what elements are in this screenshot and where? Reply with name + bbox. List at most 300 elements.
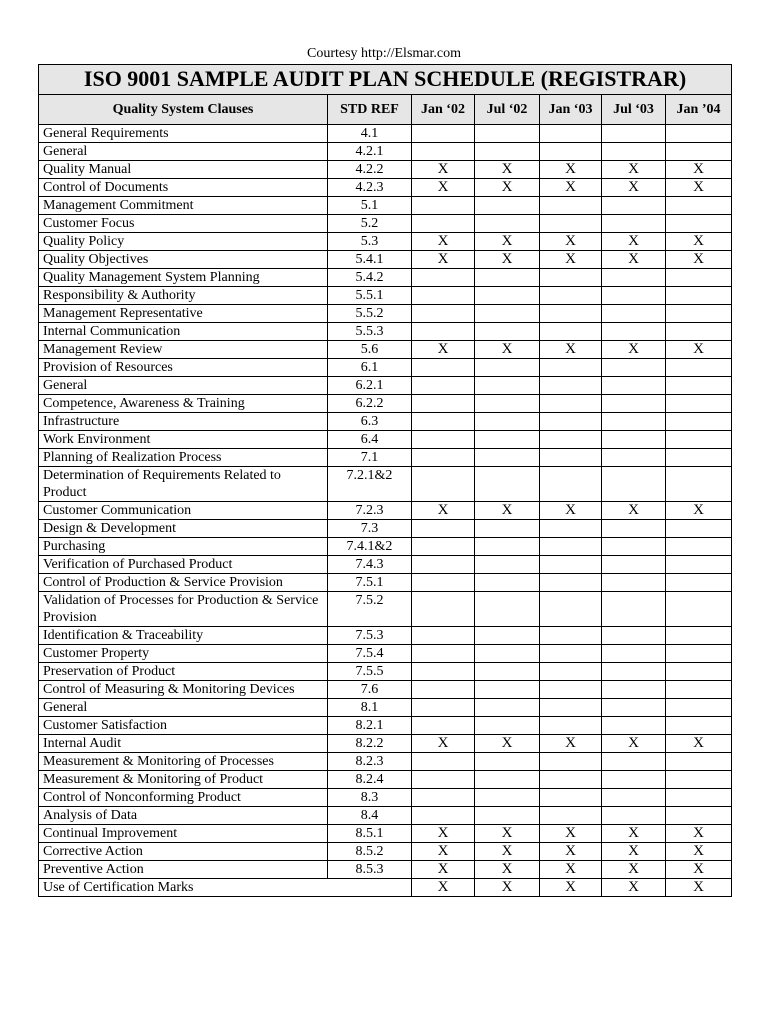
empty-schedule-cell bbox=[540, 215, 602, 233]
audit-mark-cell: X bbox=[540, 879, 602, 897]
clause-cell: Management Commitment bbox=[39, 197, 328, 215]
audit-mark-cell: X bbox=[412, 825, 475, 843]
std-ref-cell: 7.2.1&2 bbox=[328, 467, 412, 502]
empty-schedule-cell bbox=[412, 143, 475, 161]
table-row bbox=[39, 645, 732, 663]
std-ref-cell: 8.3 bbox=[328, 789, 412, 807]
table-row bbox=[39, 143, 732, 161]
empty-schedule-cell bbox=[666, 377, 732, 395]
table-row bbox=[39, 467, 732, 502]
audit-mark-cell: X bbox=[412, 161, 475, 179]
clause-cell: Continual Improvement bbox=[39, 825, 328, 843]
table-row bbox=[39, 825, 732, 843]
empty-schedule-cell bbox=[666, 143, 732, 161]
empty-schedule-cell bbox=[666, 125, 732, 143]
column-header-clauses: Quality System Clauses bbox=[39, 95, 328, 125]
empty-schedule-cell bbox=[602, 287, 666, 305]
audit-mark-cell: X bbox=[412, 879, 475, 897]
std-ref-cell: 6.4 bbox=[328, 431, 412, 449]
std-ref-cell: 5.5.3 bbox=[328, 323, 412, 341]
empty-schedule-cell bbox=[602, 574, 666, 592]
clause-cell: Measurement & Monitoring of Processes bbox=[39, 753, 328, 771]
empty-schedule-cell bbox=[412, 520, 475, 538]
audit-mark-cell: X bbox=[540, 251, 602, 269]
table-row bbox=[39, 843, 732, 861]
empty-schedule-cell bbox=[602, 627, 666, 645]
empty-schedule-cell bbox=[540, 269, 602, 287]
clause-cell: Quality Manual bbox=[39, 161, 328, 179]
empty-schedule-cell bbox=[602, 645, 666, 663]
empty-schedule-cell bbox=[666, 807, 732, 825]
std-ref-cell: 7.5.3 bbox=[328, 627, 412, 645]
table-row bbox=[39, 377, 732, 395]
std-ref-cell: 8.1 bbox=[328, 699, 412, 717]
std-ref-cell: 8.5.1 bbox=[328, 825, 412, 843]
audit-mark-cell: X bbox=[602, 251, 666, 269]
std-ref-cell: 6.2.2 bbox=[328, 395, 412, 413]
std-ref-cell: 4.1 bbox=[328, 125, 412, 143]
table-row bbox=[39, 197, 732, 215]
empty-schedule-cell bbox=[602, 431, 666, 449]
empty-schedule-cell bbox=[412, 699, 475, 717]
empty-schedule-cell bbox=[412, 807, 475, 825]
clause-cell: Corrective Action bbox=[39, 843, 328, 861]
std-ref-cell: 7.3 bbox=[328, 520, 412, 538]
empty-schedule-cell bbox=[602, 467, 666, 502]
empty-schedule-cell bbox=[475, 377, 540, 395]
std-ref-cell: 7.2.3 bbox=[328, 502, 412, 520]
empty-schedule-cell bbox=[540, 395, 602, 413]
clause-cell: Preservation of Product bbox=[39, 663, 328, 681]
std-ref-cell: 7.6 bbox=[328, 681, 412, 699]
empty-schedule-cell bbox=[540, 663, 602, 681]
empty-schedule-cell bbox=[540, 717, 602, 735]
empty-schedule-cell bbox=[412, 627, 475, 645]
empty-schedule-cell bbox=[540, 377, 602, 395]
std-ref-cell: 5.5.2 bbox=[328, 305, 412, 323]
std-ref-cell: 8.2.1 bbox=[328, 717, 412, 735]
empty-schedule-cell bbox=[602, 395, 666, 413]
empty-schedule-cell bbox=[412, 215, 475, 233]
empty-schedule-cell bbox=[540, 287, 602, 305]
empty-schedule-cell bbox=[475, 143, 540, 161]
audit-mark-cell: X bbox=[666, 825, 732, 843]
table-row bbox=[39, 663, 732, 681]
std-ref-cell: 5.1 bbox=[328, 197, 412, 215]
empty-schedule-cell bbox=[602, 556, 666, 574]
empty-schedule-cell bbox=[540, 574, 602, 592]
audit-mark-cell: X bbox=[666, 233, 732, 251]
audit-mark-cell: X bbox=[602, 179, 666, 197]
empty-schedule-cell bbox=[412, 574, 475, 592]
empty-schedule-cell bbox=[475, 215, 540, 233]
empty-schedule-cell bbox=[602, 699, 666, 717]
table-row bbox=[39, 449, 732, 467]
empty-schedule-cell bbox=[475, 807, 540, 825]
empty-schedule-cell bbox=[540, 323, 602, 341]
empty-schedule-cell bbox=[412, 413, 475, 431]
std-ref-cell: 7.4.3 bbox=[328, 556, 412, 574]
empty-schedule-cell bbox=[666, 771, 732, 789]
empty-schedule-cell bbox=[412, 431, 475, 449]
audit-mark-cell: X bbox=[666, 735, 732, 753]
empty-schedule-cell bbox=[602, 125, 666, 143]
audit-mark-cell: X bbox=[412, 735, 475, 753]
audit-mark-cell: X bbox=[540, 502, 602, 520]
audit-mark-cell: X bbox=[412, 341, 475, 359]
empty-schedule-cell bbox=[475, 663, 540, 681]
empty-schedule-cell bbox=[540, 125, 602, 143]
empty-schedule-cell bbox=[475, 125, 540, 143]
empty-schedule-cell bbox=[602, 592, 666, 627]
empty-schedule-cell bbox=[666, 413, 732, 431]
clause-cell: Identification & Traceability bbox=[39, 627, 328, 645]
clause-cell: General Requirements bbox=[39, 125, 328, 143]
table-row bbox=[39, 879, 732, 897]
audit-mark-cell: X bbox=[475, 825, 540, 843]
table-row bbox=[39, 807, 732, 825]
table-row bbox=[39, 125, 732, 143]
empty-schedule-cell bbox=[666, 197, 732, 215]
audit-mark-cell: X bbox=[412, 861, 475, 879]
clause-cell: Determination of Requirements Related to Product bbox=[39, 467, 328, 502]
empty-schedule-cell bbox=[475, 627, 540, 645]
audit-mark-cell: X bbox=[412, 179, 475, 197]
empty-schedule-cell bbox=[540, 449, 602, 467]
column-header-jan-04: Jan ’04 bbox=[666, 95, 732, 125]
table-row bbox=[39, 287, 732, 305]
empty-schedule-cell bbox=[666, 359, 732, 377]
audit-mark-cell: X bbox=[540, 825, 602, 843]
audit-mark-cell: X bbox=[602, 843, 666, 861]
empty-schedule-cell bbox=[475, 449, 540, 467]
std-ref-cell: 7.5.5 bbox=[328, 663, 412, 681]
empty-schedule-cell bbox=[602, 681, 666, 699]
audit-plan-table bbox=[38, 64, 732, 897]
clause-cell: Control of Nonconforming Product bbox=[39, 789, 328, 807]
table-row bbox=[39, 341, 732, 359]
empty-schedule-cell bbox=[666, 592, 732, 627]
empty-schedule-cell bbox=[412, 377, 475, 395]
empty-schedule-cell bbox=[602, 663, 666, 681]
empty-schedule-cell bbox=[602, 269, 666, 287]
table-row bbox=[39, 269, 732, 287]
column-header-std-ref: STD REF bbox=[328, 95, 412, 125]
table-row bbox=[39, 735, 732, 753]
empty-schedule-cell bbox=[412, 305, 475, 323]
std-ref-cell: 8.2.3 bbox=[328, 753, 412, 771]
empty-schedule-cell bbox=[602, 359, 666, 377]
empty-schedule-cell bbox=[475, 574, 540, 592]
table-row bbox=[39, 753, 732, 771]
std-ref-cell: 8.5.3 bbox=[328, 861, 412, 879]
empty-schedule-cell bbox=[666, 467, 732, 502]
empty-schedule-cell bbox=[540, 645, 602, 663]
clause-cell: Customer Focus bbox=[39, 215, 328, 233]
audit-mark-cell: X bbox=[602, 502, 666, 520]
clause-cell: Internal Audit bbox=[39, 735, 328, 753]
empty-schedule-cell bbox=[412, 556, 475, 574]
empty-schedule-cell bbox=[540, 431, 602, 449]
clause-cell: Infrastructure bbox=[39, 413, 328, 431]
audit-mark-cell: X bbox=[602, 233, 666, 251]
std-ref-cell: 4.2.3 bbox=[328, 179, 412, 197]
empty-schedule-cell bbox=[666, 699, 732, 717]
empty-schedule-cell bbox=[602, 753, 666, 771]
empty-schedule-cell bbox=[540, 627, 602, 645]
empty-schedule-cell bbox=[540, 359, 602, 377]
empty-schedule-cell bbox=[475, 467, 540, 502]
empty-schedule-cell bbox=[602, 789, 666, 807]
empty-schedule-cell bbox=[602, 197, 666, 215]
audit-mark-cell: X bbox=[475, 179, 540, 197]
clause-cell: Control of Measuring & Monitoring Devices bbox=[39, 681, 328, 699]
empty-schedule-cell bbox=[475, 538, 540, 556]
empty-schedule-cell bbox=[602, 377, 666, 395]
empty-schedule-cell bbox=[540, 699, 602, 717]
std-ref-cell: 8.5.2 bbox=[328, 843, 412, 861]
empty-schedule-cell bbox=[602, 538, 666, 556]
std-ref-cell: 5.2 bbox=[328, 215, 412, 233]
empty-schedule-cell bbox=[666, 287, 732, 305]
empty-schedule-cell bbox=[540, 143, 602, 161]
empty-schedule-cell bbox=[666, 645, 732, 663]
empty-schedule-cell bbox=[666, 269, 732, 287]
empty-schedule-cell bbox=[540, 467, 602, 502]
audit-mark-cell: X bbox=[666, 861, 732, 879]
empty-schedule-cell bbox=[475, 395, 540, 413]
empty-schedule-cell bbox=[666, 520, 732, 538]
audit-mark-cell: X bbox=[540, 861, 602, 879]
empty-schedule-cell bbox=[412, 681, 475, 699]
clause-cell: General bbox=[39, 377, 328, 395]
audit-mark-cell: X bbox=[540, 735, 602, 753]
std-ref-cell: 4.2.1 bbox=[328, 143, 412, 161]
clause-cell: Analysis of Data bbox=[39, 807, 328, 825]
empty-schedule-cell bbox=[475, 699, 540, 717]
empty-schedule-cell bbox=[475, 681, 540, 699]
table-row bbox=[39, 251, 732, 269]
audit-mark-cell: X bbox=[412, 233, 475, 251]
table-row bbox=[39, 627, 732, 645]
std-ref-cell: 6.3 bbox=[328, 413, 412, 431]
std-ref-cell: 7.1 bbox=[328, 449, 412, 467]
audit-mark-cell: X bbox=[475, 341, 540, 359]
empty-schedule-cell bbox=[540, 753, 602, 771]
empty-schedule-cell bbox=[412, 449, 475, 467]
empty-schedule-cell bbox=[602, 807, 666, 825]
clause-cell: General bbox=[39, 143, 328, 161]
empty-schedule-cell bbox=[666, 215, 732, 233]
empty-schedule-cell bbox=[666, 753, 732, 771]
clause-cell: Customer Property bbox=[39, 645, 328, 663]
empty-schedule-cell bbox=[475, 753, 540, 771]
empty-schedule-cell bbox=[412, 287, 475, 305]
empty-schedule-cell bbox=[412, 467, 475, 502]
audit-mark-cell: X bbox=[540, 161, 602, 179]
audit-mark-cell: X bbox=[475, 879, 540, 897]
clause-cell: Provision of Resources bbox=[39, 359, 328, 377]
empty-schedule-cell bbox=[602, 215, 666, 233]
empty-schedule-cell bbox=[540, 556, 602, 574]
empty-schedule-cell bbox=[540, 592, 602, 627]
audit-mark-cell: X bbox=[475, 735, 540, 753]
std-ref-cell: 8.2.2 bbox=[328, 735, 412, 753]
empty-schedule-cell bbox=[475, 323, 540, 341]
empty-schedule-cell bbox=[412, 663, 475, 681]
empty-schedule-cell bbox=[412, 269, 475, 287]
empty-schedule-cell bbox=[475, 645, 540, 663]
empty-schedule-cell bbox=[666, 574, 732, 592]
empty-schedule-cell bbox=[666, 789, 732, 807]
empty-schedule-cell bbox=[602, 305, 666, 323]
table-row bbox=[39, 395, 732, 413]
clause-cell: Work Environment bbox=[39, 431, 328, 449]
empty-schedule-cell bbox=[666, 556, 732, 574]
table-row bbox=[39, 502, 732, 520]
std-ref-cell: 4.2.2 bbox=[328, 161, 412, 179]
courtesy-line: Courtesy http://Elsmar.com bbox=[307, 46, 461, 61]
empty-schedule-cell bbox=[666, 627, 732, 645]
table-row bbox=[39, 789, 732, 807]
clause-cell: Control of Production & Service Provision bbox=[39, 574, 328, 592]
clause-cell: General bbox=[39, 699, 328, 717]
empty-schedule-cell bbox=[666, 717, 732, 735]
table-row bbox=[39, 538, 732, 556]
empty-schedule-cell bbox=[475, 359, 540, 377]
empty-schedule-cell bbox=[475, 305, 540, 323]
empty-schedule-cell bbox=[666, 323, 732, 341]
empty-schedule-cell bbox=[475, 520, 540, 538]
table-row bbox=[39, 592, 732, 627]
column-header-jan-02: Jan ‘02 bbox=[412, 95, 475, 125]
empty-schedule-cell bbox=[475, 197, 540, 215]
clause-cell: Customer Satisfaction bbox=[39, 717, 328, 735]
table-row bbox=[39, 179, 732, 197]
audit-mark-cell: X bbox=[666, 251, 732, 269]
empty-schedule-cell bbox=[412, 753, 475, 771]
empty-schedule-cell bbox=[602, 449, 666, 467]
audit-mark-cell: X bbox=[602, 735, 666, 753]
table-row bbox=[39, 771, 732, 789]
empty-schedule-cell bbox=[475, 592, 540, 627]
empty-schedule-cell bbox=[666, 305, 732, 323]
empty-schedule-cell bbox=[540, 538, 602, 556]
audit-mark-cell: X bbox=[412, 251, 475, 269]
std-ref-cell: 5.4.2 bbox=[328, 269, 412, 287]
empty-schedule-cell bbox=[412, 645, 475, 663]
empty-schedule-cell bbox=[602, 143, 666, 161]
clause-cell: Quality Policy bbox=[39, 233, 328, 251]
audit-mark-cell: X bbox=[540, 341, 602, 359]
audit-mark-cell: X bbox=[666, 843, 732, 861]
clause-cell: Design & Development bbox=[39, 520, 328, 538]
audit-mark-cell: X bbox=[412, 502, 475, 520]
empty-schedule-cell bbox=[666, 538, 732, 556]
empty-schedule-cell bbox=[412, 197, 475, 215]
table-row bbox=[39, 861, 732, 879]
audit-mark-cell: X bbox=[602, 341, 666, 359]
empty-schedule-cell bbox=[666, 431, 732, 449]
empty-schedule-cell bbox=[412, 125, 475, 143]
table-row bbox=[39, 413, 732, 431]
empty-schedule-cell bbox=[475, 789, 540, 807]
table-row bbox=[39, 233, 732, 251]
audit-mark-cell: X bbox=[602, 861, 666, 879]
audit-mark-cell: X bbox=[412, 843, 475, 861]
audit-mark-cell: X bbox=[602, 161, 666, 179]
audit-mark-cell: X bbox=[475, 161, 540, 179]
clause-cell: Control of Documents bbox=[39, 179, 328, 197]
audit-mark-cell: X bbox=[602, 879, 666, 897]
table-row bbox=[39, 520, 732, 538]
audit-mark-cell: X bbox=[475, 251, 540, 269]
clause-cell: Purchasing bbox=[39, 538, 328, 556]
empty-schedule-cell bbox=[412, 323, 475, 341]
audit-mark-cell: X bbox=[666, 341, 732, 359]
clause-cell: Use of Certification Marks bbox=[39, 879, 412, 897]
audit-mark-cell: X bbox=[475, 233, 540, 251]
empty-schedule-cell bbox=[540, 413, 602, 431]
table-row bbox=[39, 556, 732, 574]
empty-schedule-cell bbox=[666, 449, 732, 467]
empty-schedule-cell bbox=[412, 538, 475, 556]
audit-mark-cell: X bbox=[666, 879, 732, 897]
empty-schedule-cell bbox=[475, 717, 540, 735]
table-row bbox=[39, 699, 732, 717]
empty-schedule-cell bbox=[602, 520, 666, 538]
empty-schedule-cell bbox=[540, 305, 602, 323]
clause-cell: Quality Objectives bbox=[39, 251, 328, 269]
empty-schedule-cell bbox=[540, 197, 602, 215]
clause-cell: Quality Management System Planning bbox=[39, 269, 328, 287]
empty-schedule-cell bbox=[412, 789, 475, 807]
clause-cell: Management Representative bbox=[39, 305, 328, 323]
table-row bbox=[39, 161, 732, 179]
empty-schedule-cell bbox=[475, 413, 540, 431]
clause-cell: Planning of Realization Process bbox=[39, 449, 328, 467]
clause-cell: Competence, Awareness & Training bbox=[39, 395, 328, 413]
column-header-jul-03: Jul ‘03 bbox=[602, 95, 666, 125]
empty-schedule-cell bbox=[540, 520, 602, 538]
std-ref-cell: 6.2.1 bbox=[328, 377, 412, 395]
audit-mark-cell: X bbox=[602, 825, 666, 843]
std-ref-cell: 7.5.2 bbox=[328, 592, 412, 627]
empty-schedule-cell bbox=[602, 717, 666, 735]
std-ref-cell: 7.5.1 bbox=[328, 574, 412, 592]
audit-table-body bbox=[39, 125, 732, 897]
clause-cell: Validation of Processes for Production & Service Provision bbox=[39, 592, 328, 627]
std-ref-cell: 5.5.1 bbox=[328, 287, 412, 305]
table-row bbox=[39, 359, 732, 377]
empty-schedule-cell bbox=[602, 323, 666, 341]
empty-schedule-cell bbox=[475, 556, 540, 574]
std-ref-cell: 8.4 bbox=[328, 807, 412, 825]
table-row bbox=[39, 431, 732, 449]
table-row bbox=[39, 574, 732, 592]
table-row bbox=[39, 323, 732, 341]
empty-schedule-cell bbox=[475, 431, 540, 449]
empty-schedule-cell bbox=[412, 717, 475, 735]
std-ref-cell: 7.4.1&2 bbox=[328, 538, 412, 556]
empty-schedule-cell bbox=[412, 771, 475, 789]
table-row bbox=[39, 717, 732, 735]
empty-schedule-cell bbox=[540, 771, 602, 789]
column-header-jan-03: Jan ‘03 bbox=[540, 95, 602, 125]
std-ref-cell: 6.1 bbox=[328, 359, 412, 377]
std-ref-cell: 7.5.4 bbox=[328, 645, 412, 663]
empty-schedule-cell bbox=[412, 592, 475, 627]
